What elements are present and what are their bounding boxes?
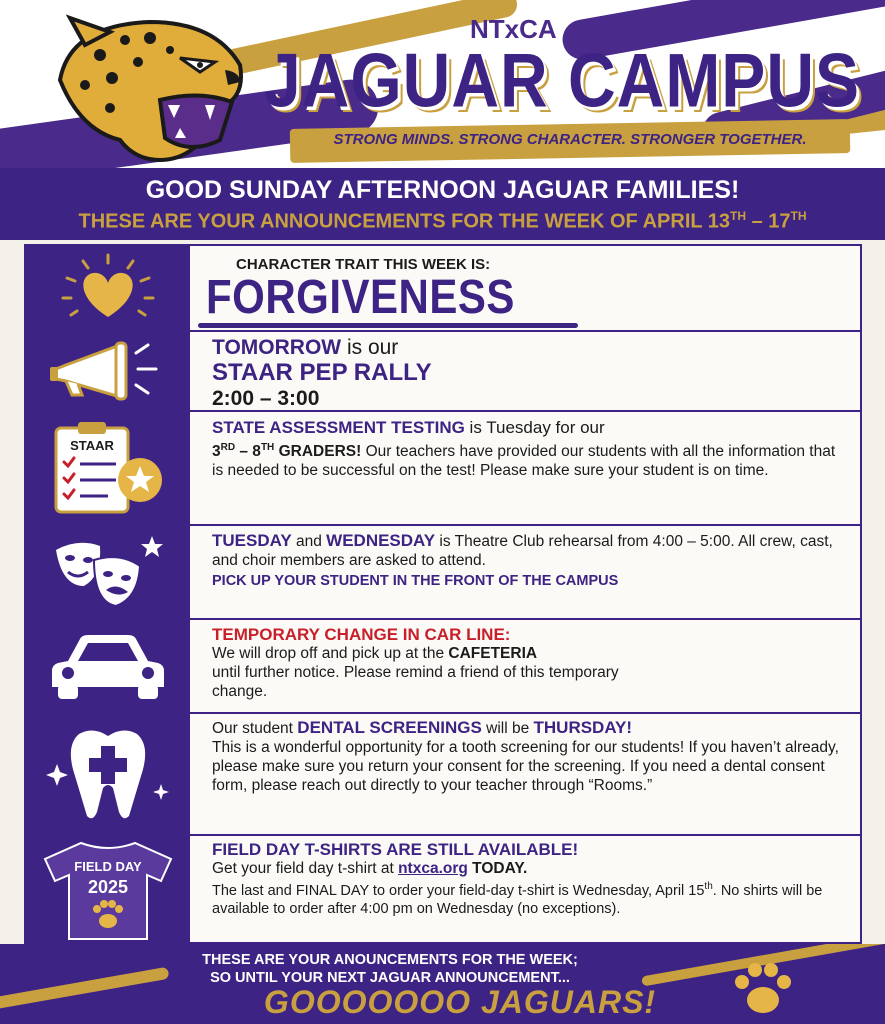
week-text: THESE ARE YOUR ANNOUNCEMENTS FOR THE WEEK OF APRIL 13 <box>78 210 731 233</box>
announcement-field-day-shirts <box>24 836 862 944</box>
week-text: – 17 <box>746 210 791 233</box>
paw-icon <box>728 958 798 1018</box>
grade-sup: RD <box>220 442 236 453</box>
car-icon <box>48 631 168 701</box>
heart-icon <box>53 253 163 323</box>
megaphone-icon <box>48 339 168 403</box>
icon-panel <box>26 412 194 524</box>
dental-will-be: will be <box>481 720 534 737</box>
grade-to: – 8 <box>235 443 261 461</box>
tshirt-text: FIELD DAY <box>74 859 142 874</box>
pep-rally-title: STAAR PEP RALLY <box>212 359 432 386</box>
testing-day: is Tuesday for our <box>464 418 605 437</box>
tshirt-today: TODAY. <box>467 860 528 877</box>
announcement-list <box>24 244 862 944</box>
week-sup: TH <box>730 209 747 223</box>
icon-panel <box>26 620 194 712</box>
dental-body: This is a wonderful opportunity for a tooth screening for our students! If you haven’t already, please make sure you return your consent for the screening. If you need a dental consent form, please reach out directly to your teacher through “Rooms.” <box>212 739 839 794</box>
icon-panel <box>26 526 194 618</box>
footer <box>0 944 885 1024</box>
tshirt-deadline: The last and FINAL DAY to order your field-day t-shirt is Wednesday, April 15 <box>212 882 705 899</box>
week-sup: TH <box>790 209 807 223</box>
tooth-icon <box>43 724 173 824</box>
footer-line: SO UNTIL YOUR NEXT JAGUAR ANNOUNCEMENT... <box>210 970 570 986</box>
announcement-state-testing <box>24 412 862 526</box>
jaguar-mascot-icon <box>40 10 250 168</box>
footer-line: THESE ARE YOUR ANOUNCEMENTS FOR THE WEEK; <box>202 952 578 968</box>
announcement-theatre-club <box>24 526 862 620</box>
theatre-pickup-note: PICK UP YOUR STUDENT IN THE FRONT OF THE CAMPUS <box>212 573 619 589</box>
tagline: STRONG MINDS. STRONG CHARACTER. STRONGER TOGETHER. <box>333 131 807 148</box>
graders: GRADERS! <box>274 443 362 461</box>
announcement-car-line <box>24 620 862 714</box>
announcement-pep-rally <box>24 332 862 412</box>
ntxca-link[interactable]: ntxca.org <box>398 860 468 877</box>
clipboard-label: STAAR <box>70 438 114 453</box>
icon-panel <box>26 332 194 410</box>
car-line-location: CAFETERIA <box>448 645 538 662</box>
theatre-and: and <box>291 533 327 550</box>
org-name: NTxCA <box>470 14 557 44</box>
footer-cheer: GOOOOOOO JAGUARS! <box>263 984 657 1020</box>
tshirt-title: FIELD DAY T-SHIRTS ARE STILL AVAILABLE! <box>212 840 579 859</box>
campus-title: JAGUAR CAMPUS <box>263 37 861 123</box>
dental-day: THURSDAY! <box>533 718 633 737</box>
announcement-dental-screenings <box>24 714 862 836</box>
grade-sup: TH <box>260 442 275 453</box>
testing-title: STATE ASSESSMENT TESTING <box>212 418 465 437</box>
tshirt-text: Get your field day t-shirt at <box>212 860 399 877</box>
theatre-day-2: WEDNESDAY <box>326 531 436 550</box>
greeting-banner <box>0 168 885 240</box>
icon-panel <box>26 836 194 942</box>
car-line-text: We will drop off and pick up at the <box>212 645 449 662</box>
announcement-character-trait <box>24 244 862 332</box>
clipboard-checklist-icon <box>48 420 168 516</box>
grade-from: 3 <box>212 443 221 461</box>
theatre-day-1: TUESDAY <box>212 531 292 550</box>
trait-word: FORGIVENESS <box>206 269 515 324</box>
header <box>0 0 885 168</box>
pep-rally-text: is our <box>341 336 399 359</box>
tshirt-icon <box>33 837 183 941</box>
trait-label: CHARACTER TRAIT THIS WEEK IS: <box>236 256 491 273</box>
car-line-title: TEMPORARY CHANGE IN CAR LINE: <box>212 625 511 644</box>
dental-intro: Our student <box>212 720 298 737</box>
week-line <box>0 209 885 234</box>
car-line-body: until further notice. Please remind a friend of this temporary change. <box>212 664 619 700</box>
tshirt-deadline-rest: . No shirts will be available to order after 4:00 pm on Wednesday (no exceptions). <box>212 882 823 917</box>
tshirt-year: 2025 <box>87 877 129 897</box>
greeting-line: GOOD SUNDAY AFTERNOON JAGUAR FAMILIES! <box>145 176 740 204</box>
theatre-masks-icon <box>48 532 168 612</box>
icon-panel <box>26 246 194 330</box>
footer-message <box>0 951 780 987</box>
dental-title: DENTAL SCREENINGS <box>297 718 482 737</box>
pep-rally-time: 2:00 – 3:00 <box>212 387 320 410</box>
theatre-body: is Theatre Club rehearsal from 4:00 – 5:00. All crew, cast, and choir members are asked to attend. <box>212 533 833 569</box>
icon-panel <box>26 714 194 834</box>
pep-rally-day: TOMORROW <box>212 336 342 359</box>
tshirt-sup: th <box>704 881 713 892</box>
testing-body: Our teachers have provided our students with all the information that is needed to be successful on the test! Please make sure your student is on time. <box>212 443 836 480</box>
